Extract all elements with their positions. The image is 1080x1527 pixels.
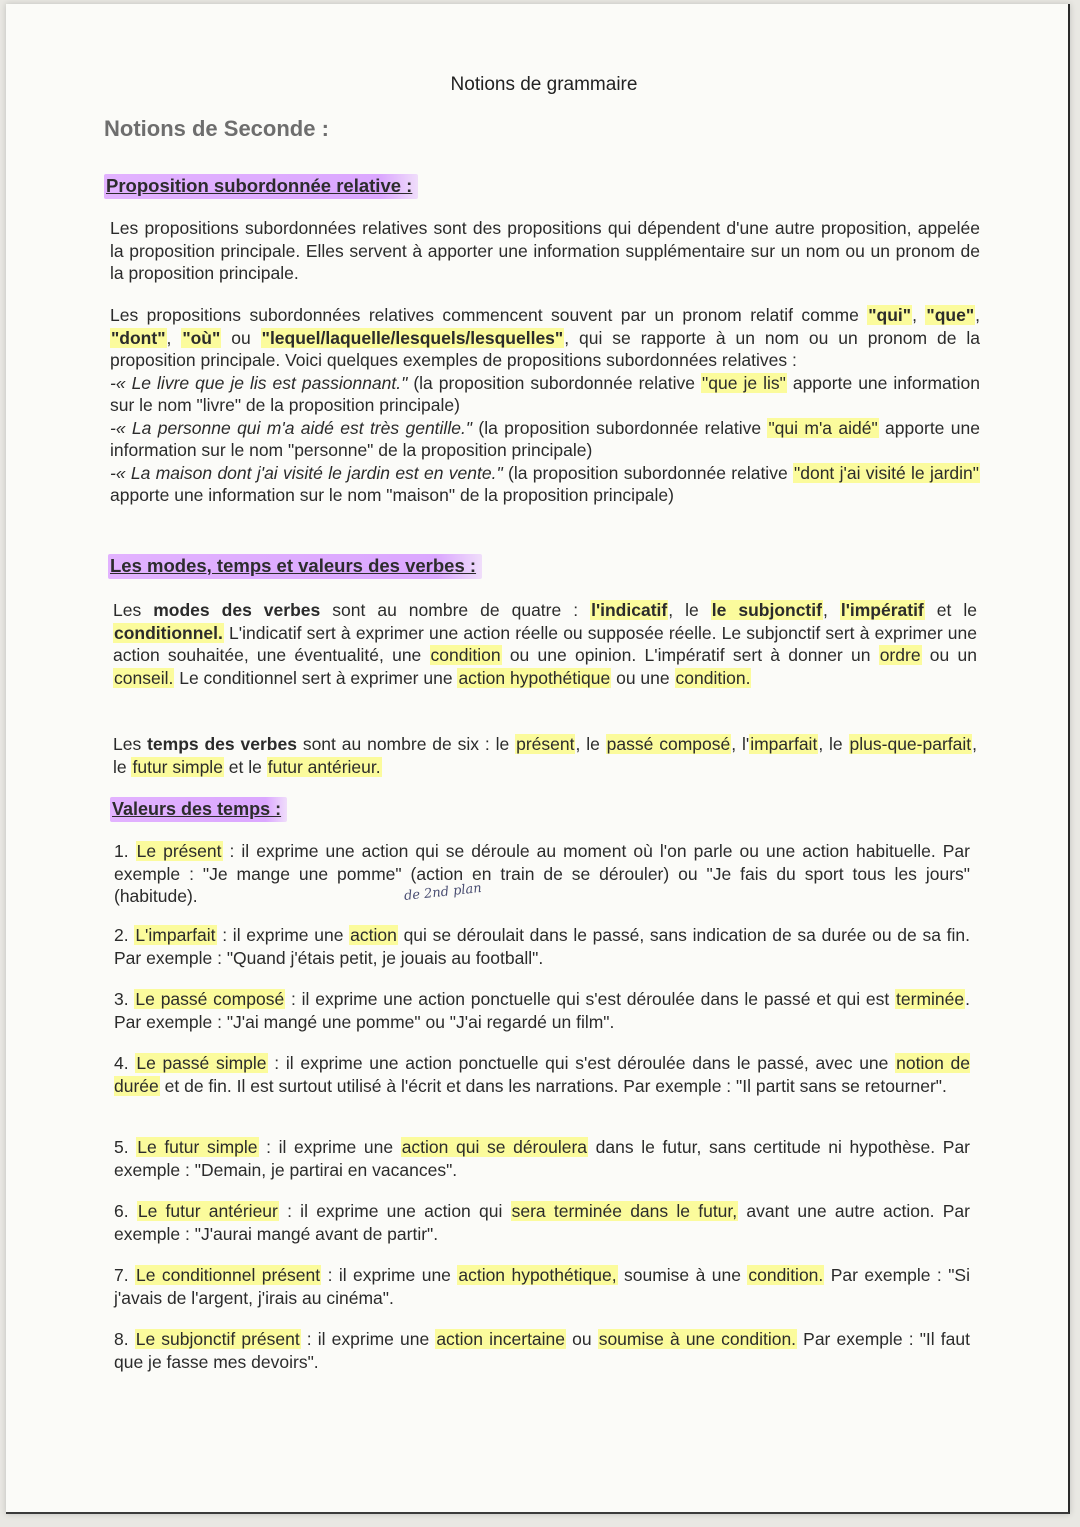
item-highlight: sera terminée dans le futur, — [511, 1201, 738, 1221]
item-number: 1. — [114, 841, 129, 861]
item-text-b: avant une autre action. Par exemple : "J'aurai mangé avant de partir". — [114, 1201, 970, 1244]
item-name: Le futur simple — [137, 1137, 258, 1157]
temps-sep-2: , l' — [731, 734, 750, 754]
item-highlight-2: soumise à une condition. — [598, 1329, 797, 1349]
temps-futur-simple: futur simple — [132, 756, 223, 777]
modes-rest-d: Le conditionnel sert à exprimer une — [174, 667, 453, 688]
item-text-mid: ou — [566, 1329, 598, 1349]
temps-imparfait: imparfait — [750, 734, 818, 754]
temps-futur-anterieur: futur antérieur. — [267, 756, 381, 777]
mode-imperatif: l'impératif — [840, 600, 924, 620]
temps-present: présent — [516, 734, 575, 754]
example-1-highlight: "que je lis" — [702, 372, 786, 393]
list-item — [114, 924, 970, 969]
example-3 — [110, 463, 980, 506]
temps-count: sont au nombre de six : le — [302, 734, 510, 754]
item-number: 8. — [114, 1329, 129, 1349]
item-number: 2. — [114, 925, 129, 945]
modes-paragraph: Les modes des verbes sont au nombre de quatre : l'indicatif, le le subjonctif, l'impératif et le conditionnel. L'indicatif sert à exprimer une action réelle ou supposée réelle. Le subjonctif sert à exprimer une action souhaitée, une éventualité, une condition ou une opinion. L'impératif sert à donner un ordre ou un conseil. Le conditionnel sert à exprimer une action hypothétique ou une condition. — [113, 600, 977, 688]
example-1 — [110, 373, 980, 416]
temps-bold: temps des verbes — [147, 734, 297, 754]
pronouns-intro: Les propositions subordonnées relatives commencent souvent par un pronom relatif comme — [110, 305, 859, 325]
item-highlight-2: condition. — [748, 1265, 824, 1285]
modes-sep-le: le — [685, 600, 699, 620]
pronoun-dont: "dont" — [111, 327, 166, 348]
item-text-a: : il exprime une — [300, 1329, 436, 1349]
example-1-quote: -« Le livre que je lis est passionnant." — [110, 372, 408, 393]
paper-sheet — [6, 4, 1070, 1514]
modes-count: sont au nombre de quatre : — [332, 600, 579, 620]
list-item — [114, 1328, 970, 1373]
item-text-b: Par exemple : "Si j'avais de l'argent, j'irais au cinéma". — [114, 1265, 970, 1308]
item-text-a: : il exprime une action ponctuelle qui s'est déroulée dans le passé et qui est — [285, 989, 896, 1009]
item-name: Le conditionnel présent — [136, 1265, 321, 1285]
relative-pronouns-paragraph: Les propositions subordonnées relatives commencent souvent par un pronom relatif comme "qui", "que", "dont", "où" ou "lequel/laquelle/lesquels/lesquelles", qui se rapporte à un nom ou un pronom de la proposition principale. Voici quelques exemples de propositions subordonnées relatives : -« Le livre que je lis est passionnant." (la proposition subordonnée relative "que je lis" apporte une information sur le nom "livre" de la proposition principale) -« La personne qui m'a aidé est très gentille." (la proposition subordonnée relative "qui m'a aidé" apporte une information sur le nom "personne" de la proposition principale) -« La maison dont j'ai visité le jardin est en vente." (la proposition subordonnée relative "dont j'ai visité le jardin" apporte une information sur le nom "maison" de la proposition principale) — [110, 305, 980, 505]
modes-rest-e: ou une — [616, 667, 670, 688]
temps-plus-que-parfait: plus-que-parfait — [849, 734, 972, 754]
mode-subjonctif: le subjonctif — [711, 600, 822, 620]
pronoun-que: "que" — [926, 305, 975, 325]
pronouns-rest: , qui se rapporte à un nom ou un pronom de la proposition principale. Voici quelques exemples de propositions subordonnées relatives : — [110, 327, 980, 370]
item-number: 6. — [114, 1201, 129, 1221]
item-text-b: et de fin. Il est surtout utilisé à l'écrit et dans les narrations. Par exemple : "Il partit sans se retourner". — [159, 1075, 947, 1096]
example-3-highlight: "dont j'ai visité le jardin" — [794, 462, 979, 483]
item-number: 3. — [114, 989, 129, 1009]
example-2 — [110, 418, 980, 461]
item-name: Le passé composé — [135, 989, 285, 1009]
modes-lead: Les — [113, 600, 142, 620]
item-text-b: . Par exemple : "J'ai mangé une pomme" ou "J'ai regardé un film". — [114, 989, 970, 1032]
item-name: Le futur antérieur — [137, 1201, 278, 1221]
item-highlight: notion de durée — [114, 1053, 970, 1096]
item-text: : il exprime une action qui se déroule au moment où l'on parle ou une action habituelle. Par exemple : "Je mange une pomme" (action en train de se dérouler) ou "Je fais du sport tous les jours" (habitude). — [114, 841, 970, 906]
example-2-highlight: "qui m'a aidé" — [768, 417, 878, 438]
level-title: Notions de Seconde : — [104, 116, 329, 141]
temps-lead: Les — [113, 734, 142, 754]
item-text-a: : il exprime une action ponctuelle qui s'est déroulée dans le passé, avec une — [267, 1053, 896, 1073]
modes-conseil: conseil. — [114, 667, 174, 688]
section-heading-valeurs: Valeurs des temps : — [110, 797, 287, 822]
item-highlight: action hypothétique, — [458, 1265, 617, 1285]
modes-rest-c: ou un — [929, 645, 977, 665]
example-3-after: apporte une information sur le nom "maison" de la proposition principale) — [110, 485, 674, 505]
temps-sep-4: , le — [113, 734, 978, 777]
list-item — [114, 1136, 970, 1181]
list-item — [114, 1052, 970, 1097]
modes-rest-b: ou une opinion. L'impératif sert à donner un — [509, 645, 871, 665]
section-heading-modes: Les modes, temps et valeurs des verbes : — [108, 554, 482, 579]
temps-passe-compose: passé composé — [606, 734, 731, 754]
pronoun-lequel: "lequel/laquelle/lesquels/lesquelles" — [261, 327, 564, 348]
modes-sep-etle: et le — [936, 600, 977, 620]
modes-bold: modes des verbes — [153, 600, 321, 620]
pronoun-ou: "où" — [182, 327, 221, 348]
list-item — [114, 1200, 970, 1245]
item-text-b: qui se déroulait dans le passé, sans indication de sa durée ou de sa fin. Par exemple : "Quand j'étais petit, je jouais au football". — [114, 925, 970, 968]
list-item — [114, 1264, 970, 1309]
item-number: 5. — [114, 1137, 129, 1157]
item-text-a: : il exprime une — [216, 925, 350, 945]
item-number: 7. — [114, 1265, 129, 1285]
example-1-before: (la proposition subordonnée relative — [407, 372, 702, 393]
item-name: Le subjonctif présent — [135, 1329, 300, 1349]
list-item — [114, 840, 970, 908]
temps-sep-3: , le — [818, 734, 849, 754]
modes-condition2: condition. — [675, 667, 751, 688]
item-text-b: dans le futur, sans certitude ni hypothèse. Par exemple : "Demain, je partirai en vacances". — [114, 1137, 971, 1180]
item-name: Le présent — [136, 841, 222, 861]
item-highlight: action — [350, 925, 397, 945]
modes-action-hyp: action hypothétique — [458, 667, 611, 688]
page-title: Notions de grammaire — [450, 74, 638, 95]
item-text-mid: soumise à une — [617, 1265, 748, 1285]
example-2-before: (la proposition subordonnée relative — [472, 417, 768, 438]
item-text-a: : il exprime une — [321, 1265, 458, 1285]
item-text-b: Par exemple : "Il faut que je fasse mes devoirs". — [114, 1329, 970, 1372]
example-3-quote: -« La maison dont j'ai visité le jardin est en vente." — [110, 462, 503, 483]
temps-sep-5: et le — [223, 756, 267, 777]
item-name: L'imparfait — [135, 925, 216, 945]
example-2-after: apporte une information sur le nom "personne" de la proposition principale) — [110, 417, 980, 460]
modes-rest-a: L'indicatif sert à exprimer une action réelle ou supposée réelle. Le subjonctif sert à exprimer une action souhaitée, une éventualité, une — [113, 622, 977, 665]
item-text-a: : il exprime une action qui — [278, 1201, 511, 1221]
item-highlight: terminée — [896, 989, 965, 1009]
mode-conditionnel: conditionnel. — [114, 622, 223, 643]
item-name: Le passé simple — [136, 1053, 267, 1073]
handwritten-annotation: de 2nd plan — [403, 880, 483, 905]
mode-indicatif: l'indicatif — [591, 600, 668, 620]
temps-paragraph — [113, 733, 977, 778]
modes-ordre: ordre — [879, 645, 921, 665]
modes-condition: condition — [430, 645, 501, 665]
example-3-before: (la proposition subordonnée relative — [502, 462, 794, 483]
temps-sep-1: , le — [575, 734, 606, 754]
item-highlight: action qui se déroulera — [401, 1137, 588, 1157]
relative-definition: Les propositions subordonnées relatives sont des propositions qui dépendent d'une autre proposition, appelée la proposition principale. Elles servent à apporter une information supplémentaire sur un nom ou un pronom de la proposition principale. — [110, 218, 980, 283]
example-1-after: apporte une information sur le nom "livre" de la proposition principale) — [110, 372, 980, 415]
section-heading-relative: Proposition subordonnée relative : — [104, 174, 418, 199]
example-2-quote: -« La personne qui m'a aidé est très gentille." — [110, 417, 473, 438]
pronoun-qui: "qui" — [868, 305, 912, 325]
item-text-a: : il exprime une — [258, 1137, 401, 1157]
item-number: 4. — [114, 1053, 129, 1073]
list-item — [114, 988, 970, 1033]
item-highlight: action incertaine — [436, 1329, 566, 1349]
